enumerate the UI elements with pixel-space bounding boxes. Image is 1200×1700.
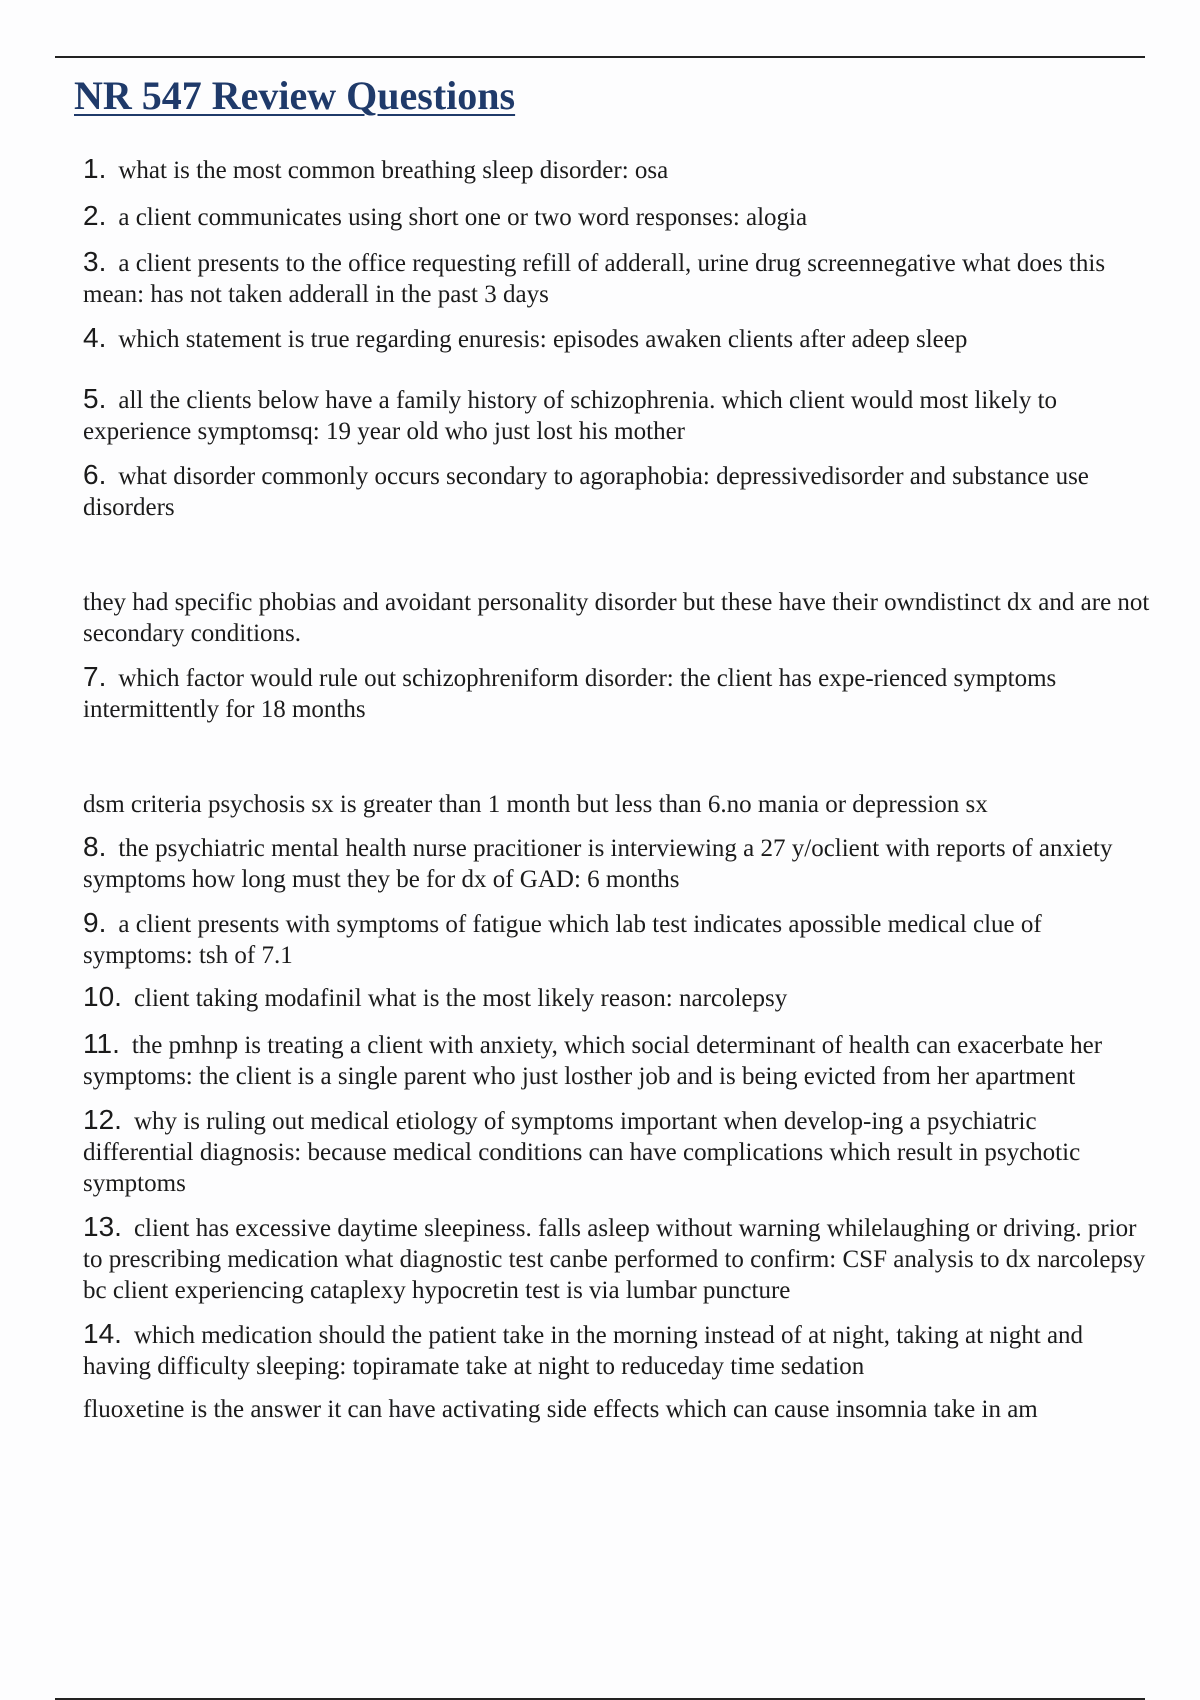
question-2 [83,200,1153,233]
question-text: why is ruling out medical etiology of symptoms important when develop-ing a psychiatric differential diagnosis: because medical conditions can have complications which result in psychotic symptoms [83,1108,1081,1197]
question-13 [83,1211,1153,1306]
question-number: 9. [83,907,107,938]
question-text: the psychiatric mental health nurse pracitioner is interviewing a 27 y/oclient with reports of anxiety symptoms how long must they be for dx of GAD: 6 months [83,835,1113,893]
question-text: the pmhnp is treating a client with anxiety, which social determinant of health can exacerbate her symptoms: the client is a single parent who just losther job and is being evicted from her apartment [83,1032,1103,1090]
question-7 [83,661,1153,725]
question-number: 11. [83,1028,120,1059]
question-3 [83,246,1153,310]
question-number: 1. [83,153,107,184]
question-text: which factor would rule out schizophreniform disorder: the client has expe-rienced symptoms intermittently for 18 months [83,665,1057,723]
question-number: 6. [83,459,107,490]
question-4 [83,322,1153,355]
question-11 [83,1028,1153,1092]
question-number: 5. [83,383,107,414]
top-rule [55,56,1145,58]
question-text: which statement is true regarding enuresis: episodes awaken clients after adeep sleep [118,326,968,353]
answer-note: dsm criteria psychosis sx is greater than 1 month but less than 6.no mania or depression sx [83,791,988,818]
question-text: a client presents to the office requesting refill of adderall, urine drug screennegative what does this mean: has not taken adderall in the past 3 days [83,250,1106,308]
question-text: a client communicates using short one or two word responses: alogia [118,204,808,231]
question-number: 8. [83,831,107,862]
question-14 [83,1318,1153,1382]
question-number: 2. [83,200,107,231]
question-5 [83,383,1153,447]
answer-note: fluoxetine is the answer it can have activating side effects which can cause insomnia take in am [83,1396,1038,1423]
question-text: which medication should the patient take in the morning instead of at night, taking at night and having difficulty sleeping: topiramate take at night to reduceday time sedation [83,1322,1084,1380]
question-text: what disorder commonly occurs secondary to agoraphobia: depressivedisorder and substance use disorders [83,463,1089,521]
question-text: client has excessive daytime sleepiness. falls asleep without warning whilelaughing or driving. prior to prescribing medication what diagnostic test canbe performed to confirm: CSF analysis to dx narcolepsy bc client experiencing cataplexy hypocretin test is via lumbar puncture [83,1215,1146,1304]
question-8 [83,831,1153,895]
question-number: 10. [83,981,122,1012]
question-number: 13. [83,1211,122,1242]
question-number: 7. [83,661,107,692]
question-10 [83,981,1153,1014]
question-12 [83,1104,1153,1199]
question-text: a client presents with symptoms of fatigue which lab test indicates apossible medical clue of symptoms: tsh of 7.1 [83,911,1042,969]
question-number: 4. [83,322,107,353]
page-title: NR 547 Review Questions [74,73,516,118]
question-6 [83,459,1153,523]
question-1 [83,153,1153,186]
question-number: 12. [83,1104,122,1135]
question-text: what is the most common breathing sleep disorder: osa [118,157,669,184]
question-number: 3. [83,246,107,277]
answer-note: they had specific phobias and avoidant personality disorder but these have their owndistinct dx and are not secondary conditions. [83,589,1150,647]
question-9 [83,907,1153,971]
question-list [83,153,1153,1425]
question-number: 14. [83,1318,122,1349]
question-text: client taking modafinil what is the most likely reason: narcolepsy [133,985,788,1012]
question-text: all the clients below have a family history of schizophrenia. which client would most likely to experience symptomsq: 19 year old who just lost his mother [83,387,1058,445]
